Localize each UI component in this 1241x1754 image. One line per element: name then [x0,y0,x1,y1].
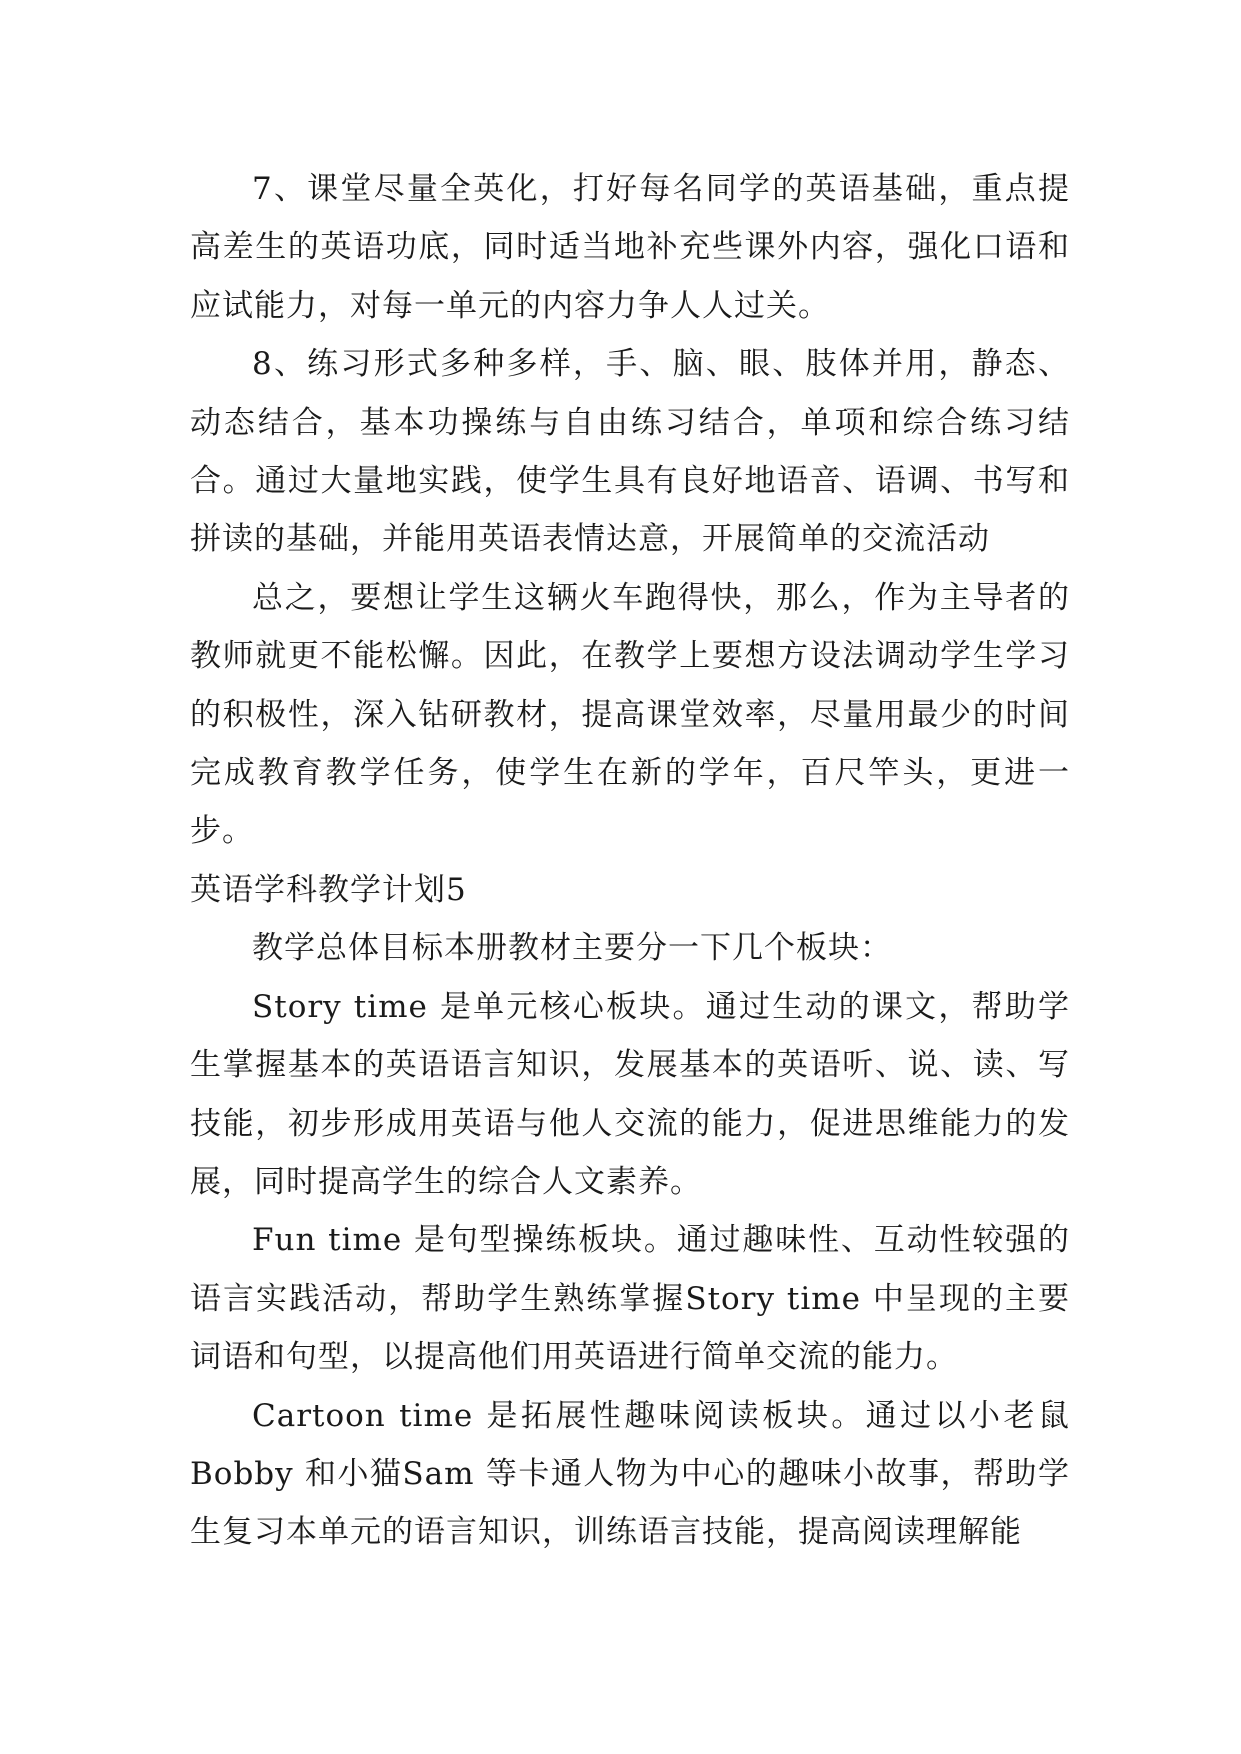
paragraph-summary: 总之，要想让学生这辆火车跑得快，那么，作为主导者的教师就更不能松懈。因此，在教学上要想方设法调动学生学习的积极性，深入钻研教材，提高课堂效率，尽量用最少的时间完成教育教学任务，使学生在新的学年，百尺竿头，更进一步。 [190,579,1070,850]
section-heading: 英语学科教学计划5 [190,871,467,908]
paragraph-item-8: 8、练习形式多种多样，手、脑、眼、肢体并用，静态、动态结合，基本功操练与自由练习结合，单项和综合练习结合。通过大量地实践，使学生具有良好地语音、语调、书写和拼读的基础，并能用英语表情达意，开展简单的交流活动 [190,346,1070,558]
paragraph-cartoon-time: Cartoon time 是拓展性趣味阅读板块。通过以小老鼠Bobby 和小猫Sam 等卡通人物为中心的趣味小故事，帮助学生复习本单元的语言知识，训练语言技能，提高阅读理解能 [190,1397,1070,1551]
paragraph-story-time: Story time 是单元核心板块。通过生动的课文，帮助学生掌握基本的英语语言知识，发展基本的英语听、说、读、写技能，初步形成用英语与他人交流的能力，促进思维能力的发展，同时提高学生的综合人文素养。 [190,988,1070,1200]
paragraph-item-7: 7、课堂尽量全英化，打好每名同学的英语基础，重点提高差生的英语功底，同时适当地补充些课外内容，强化口语和应试能力，对每一单元的内容力争人人过关。 [190,171,1070,324]
document-page [190,160,1070,1562]
paragraph-fun-time: Fun time 是句型操练板块。通过趣味性、互动性较强的语言实践活动，帮助学生熟练掌握Story time 中呈现的主要词语和句型，以提高他们用英语进行简单交流的能力。 [190,1222,1070,1376]
paragraph-overview: 教学总体目标本册教材主要分一下几个板块： [252,930,892,967]
